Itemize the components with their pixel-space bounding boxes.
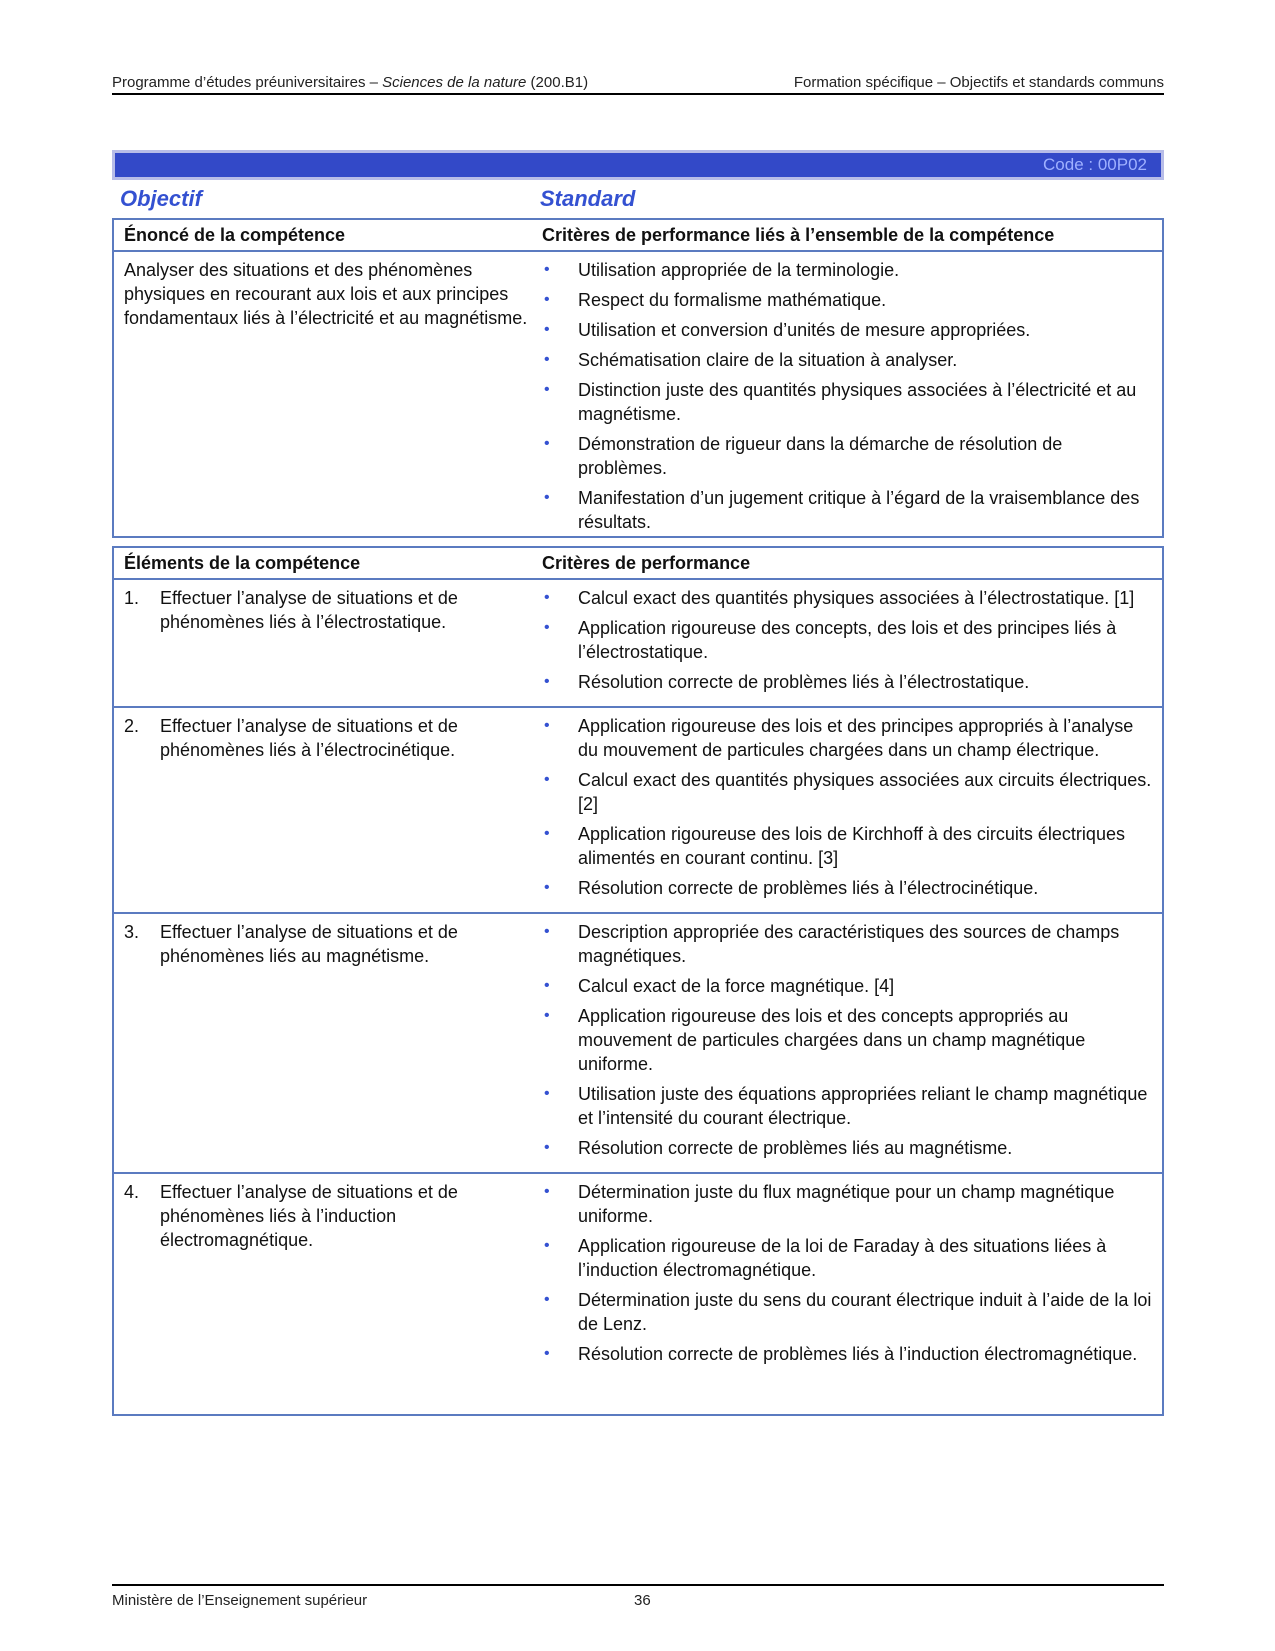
code-label: Code : 00P02 (1043, 155, 1147, 174)
bullet-icon: • (544, 381, 550, 398)
critere-item (542, 486, 1154, 534)
page-header (112, 74, 1164, 95)
critere-text: Schématisation claire de la situation à analyser. (578, 350, 958, 370)
element-cell (114, 708, 542, 912)
critere-item (542, 258, 1154, 282)
criteres-header: Critères de performance (542, 553, 751, 573)
critere-text: Résolution correcte de problèmes liés au magnétisme. (578, 1138, 1013, 1158)
element-cell (114, 580, 542, 706)
critere-text: Respect du formalisme mathématique. (578, 290, 887, 310)
elements-rows (114, 580, 1162, 1378)
critere-item (542, 714, 1154, 762)
element-number: 1. (124, 588, 140, 608)
footer-ministry: Ministère de l’Enseignement supérieur (112, 1592, 368, 1609)
critere-item (542, 1342, 1154, 1366)
element-criteres (542, 1174, 1162, 1378)
critere-text: Utilisation juste des équations appropriées reliant le champ magnétique et l’intensité du courant électrique. (578, 1084, 1148, 1128)
element-criteres-list (542, 708, 1154, 912)
critere-item (542, 1180, 1154, 1228)
element-text: Effectuer l’analyse de situations et de phénomènes liés à l’électrostatique. (160, 588, 458, 632)
bullet-icon: • (544, 619, 550, 636)
element-criteres (542, 708, 1162, 912)
element-cell (114, 914, 542, 1172)
element-number: 2. (124, 716, 140, 736)
bullet-icon: • (544, 1139, 550, 1156)
element-item (124, 1174, 542, 1252)
bullet-icon: • (544, 489, 550, 506)
element-text: Effectuer l’analyse de situations et de phénomènes liés à l’électrocinétique. (160, 716, 458, 760)
critere-item (542, 768, 1154, 816)
header-right: Formation spécifique – Objectifs et standards communs (793, 74, 1164, 91)
critere-text: Calcul exact des quantités physiques associées aux circuits électriques. [2] (578, 770, 1152, 814)
bullet-icon: • (544, 351, 550, 368)
element-row (114, 1174, 1162, 1378)
standard-heading: Standard (540, 186, 636, 211)
enonce-text: Analyser des situations et des phénomènes physiques en recourant aux lois et aux principes fondamentaux liés à l’électricité et au magnétisme. (124, 260, 528, 328)
element-row (114, 914, 1162, 1174)
objectif-heading: Objectif (120, 186, 202, 211)
criteres-ensemble-header: Critères de performance liés à l’ensemble de la compétence (542, 225, 1055, 245)
bullet-icon: • (544, 1007, 550, 1024)
critere-text: Résolution correcte de problèmes liés à l’électrostatique. (578, 672, 1030, 692)
element-text: Effectuer l’analyse de situations et de phénomènes liés au magnétisme. (160, 922, 458, 966)
header-program-code: (200.B1) (526, 74, 589, 91)
critere-text: Manifestation d’un jugement critique à l’égard de la vraisemblance des résultats. (578, 488, 1140, 532)
element-criteres-list (542, 580, 1154, 706)
critere-text: Calcul exact des quantités physiques associées à l’électrostatique. [1] (578, 588, 1135, 608)
critere-item (542, 586, 1154, 610)
critere-item (542, 1288, 1154, 1336)
critere-item (542, 616, 1154, 664)
critere-item (542, 1004, 1154, 1076)
critere-item (542, 1234, 1154, 1282)
critere-text: Détermination juste du flux magnétique pour un champ magnétique uniforme. (578, 1182, 1115, 1226)
critere-text: Application rigoureuse des lois et des principes appropriés à l’analyse du mouvement de particules chargées dans un champ électrique. (578, 716, 1134, 760)
bullet-icon: • (544, 1237, 550, 1254)
bullet-icon: • (544, 977, 550, 994)
element-criteres-list (542, 914, 1154, 1172)
critere-item (542, 920, 1154, 968)
bullet-icon: • (544, 825, 550, 842)
page-footer (112, 1584, 1164, 1609)
bullet-icon: • (544, 1291, 550, 1308)
critere-text: Utilisation et conversion d’unités de mesure appropriées. (578, 320, 1031, 340)
page-number: 36 (634, 1592, 651, 1609)
header-program: Programme d’études préuniversitaires – (112, 74, 383, 91)
critere-item (542, 670, 1154, 694)
bullet-icon: • (544, 879, 550, 896)
critere-item (542, 1136, 1154, 1160)
critere-text: Application rigoureuse des lois de Kirchhoff à des circuits électriques alimentés en courant continu. [3] (578, 824, 1125, 868)
critere-text: Utilisation appropriée de la terminologie. (578, 260, 900, 280)
critere-text: Résolution correcte de problèmes liés à l’électrocinétique. (578, 878, 1039, 898)
critere-text: Détermination juste du sens du courant électrique induit à l’aide de la loi de Lenz. (578, 1290, 1152, 1334)
element-criteres (542, 580, 1162, 706)
elements-table-header (114, 548, 1162, 580)
critere-item (542, 822, 1154, 870)
element-item (124, 708, 542, 762)
critere-item (542, 348, 1154, 372)
element-criteres (542, 914, 1162, 1172)
bullet-icon: • (544, 1345, 550, 1362)
critere-text: Distinction juste des quantités physiques associées à l’électricité et au magnétisme. (578, 380, 1137, 424)
elements-header: Éléments de la compétence (124, 553, 361, 573)
critere-item (542, 974, 1154, 998)
critere-item (542, 288, 1154, 312)
critere-item (542, 876, 1154, 900)
element-number: 4. (124, 1182, 140, 1202)
element-row (114, 580, 1162, 708)
critere-item (542, 378, 1154, 426)
competence-criteres (542, 252, 1162, 546)
critere-text: Calcul exact de la force magnétique. [4] (578, 976, 895, 996)
bullet-icon: • (544, 435, 550, 452)
critere-item (542, 1082, 1154, 1130)
critere-text: Résolution correcte de problèmes liés à l’induction électromagnétique. (578, 1344, 1138, 1364)
critere-text: Description appropriée des caractéristiques des sources de champs magnétiques. (578, 922, 1120, 966)
critere-text: Démonstration de rigueur dans la démarche de résolution de problèmes. (578, 434, 1063, 478)
competence-table (112, 218, 1164, 538)
bullet-icon: • (544, 1085, 550, 1102)
header-left (112, 74, 588, 91)
elements-table (112, 546, 1164, 1416)
element-item (124, 580, 542, 634)
element-criteres-list (542, 1174, 1154, 1378)
competence-row (114, 252, 1162, 546)
competence-table-header (114, 220, 1162, 252)
bullet-icon: • (544, 261, 550, 278)
bullet-icon: • (544, 1183, 550, 1200)
critere-item (542, 318, 1154, 342)
code-bar (112, 150, 1164, 180)
critere-item (542, 432, 1154, 480)
element-cell (114, 1174, 542, 1378)
enonce-header: Énoncé de la compétence (124, 225, 346, 245)
bullet-icon: • (544, 589, 550, 606)
header-program-name: Sciences de la nature (382, 74, 527, 91)
bullet-icon: • (544, 717, 550, 734)
competence-criteres-list (542, 252, 1154, 546)
critere-text: Application rigoureuse de la loi de Faraday à des situations liées à l’induction électromagnétique. (578, 1236, 1107, 1280)
element-item (124, 914, 542, 968)
bullet-icon: • (544, 771, 550, 788)
element-text: Effectuer l’analyse de situations et de phénomènes liés à l’induction électromagnétique. (160, 1182, 458, 1250)
critere-text: Application rigoureuse des lois et des concepts appropriés au mouvement de particules chargées dans un champ magnétique uniforme. (578, 1006, 1086, 1074)
bullet-icon: • (544, 291, 550, 308)
bullet-icon: • (544, 321, 550, 338)
bullet-icon: • (544, 673, 550, 690)
critere-text: Application rigoureuse des concepts, des lois et des principes liés à l’électrostatique. (578, 618, 1117, 662)
element-number: 3. (124, 922, 140, 942)
element-row (114, 708, 1162, 914)
bullet-icon: • (544, 923, 550, 940)
